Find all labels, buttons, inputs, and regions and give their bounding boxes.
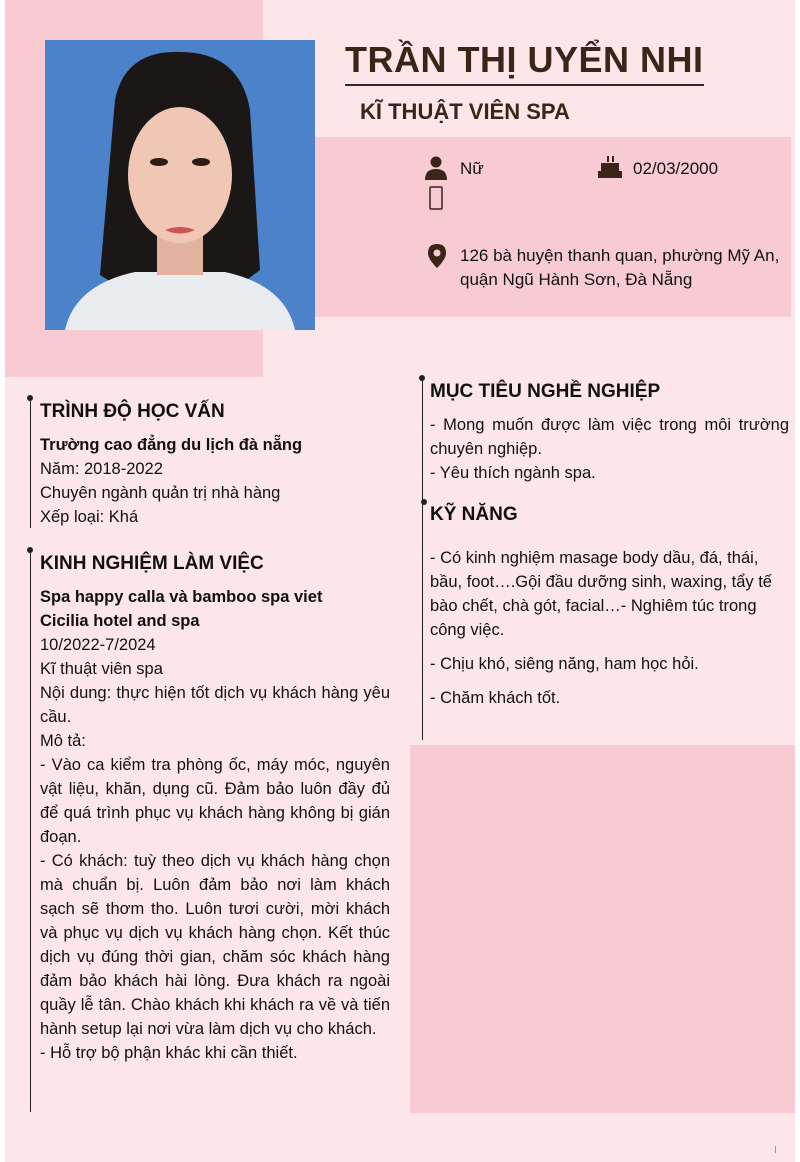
work-desc-2: - Có khách: tuỳ theo dịch vụ khách hàng chọn mà chuẩn bị. Luôn đảm bảo nơi làm khách sạch sẽ thơm tho. Luôn tươi cười, mời khách và phục vụ dịch vụ khách hàng chọn. Kết thúc dịch vụ đúng thời gian, chăm sóc khách hàng đảm bảo khách hài lòng. Đưa khách ra ngoài quầy lễ tân. Chào khách khi khách ra về và tiến hành setup lại nơi vừa làm dịch vụ cho khách. — [40, 852, 390, 1038]
company-1: Spa happy calla và bamboo spa viet — [40, 588, 323, 606]
skill-item-1: - Có kinh nghiệm masage body dầu, đá, thái, bầu, foot….Gội đầu dưỡng sinh, waxing, tẩy tế bào chết, chà gót, facial…- Nghiêm túc trong công việc. — [430, 549, 772, 639]
objective-line-2: - Yêu thích ngành spa. — [430, 464, 596, 482]
skills-dot — [421, 499, 427, 505]
education-content — [40, 433, 390, 529]
experience-content — [40, 585, 390, 1065]
birthday-value: 02/03/2000 — [633, 159, 719, 178]
user-icon — [425, 156, 447, 185]
work-desc-label: Mô tả: — [40, 732, 86, 750]
address — [460, 244, 780, 292]
skills-content — [430, 546, 780, 710]
work-position: Kĩ thuật viên spa — [40, 660, 163, 678]
work-content: Nội dung: thực hiện tốt dịch vụ khách hàng yêu cầu. — [40, 684, 390, 726]
right-timeline — [422, 378, 423, 740]
gender-value: Nữ — [460, 159, 484, 178]
experience-title: KINH NGHIỆM LÀM VIỆC — [40, 553, 264, 574]
education-year: Năm: 2018-2022 — [40, 460, 163, 478]
page-mark — [775, 1146, 776, 1153]
objective-title: MỤC TIÊU NGHỀ NGHIỆP — [430, 381, 661, 402]
skills-title: KỸ NĂNG — [430, 504, 518, 525]
candidate-name: TRẦN THỊ UYỂN NHI — [345, 38, 704, 86]
education-title: TRÌNH ĐỘ HỌC VẤN — [40, 401, 225, 422]
skill-item-2: - Chịu khó, siêng năng, ham học hỏi. — [430, 655, 699, 673]
address-line-1: 126 bà huyện thanh quan, phường Mỹ An, — [460, 246, 780, 265]
school-name: Trường cao đẳng du lịch đà nẵng — [40, 436, 303, 454]
skill-item-3: - Chăm khách tốt. — [430, 689, 561, 707]
work-desc-3: - Hỗ trợ bộ phận khác khi cần thiết. — [40, 1044, 298, 1062]
work-desc-1: - Vào ca kiểm tra phòng ốc, máy móc, nguyên vật liệu, khăn, dụng cũ. Đảm bảo luôn đầy đủ để quá trình phục vụ khách hàng không bị gián đoạn. — [40, 756, 390, 846]
education-major: Chuyên ngành quản trị nhà hàng — [40, 484, 281, 502]
objective-line-1: - Mong muốn được làm việc trong môi trường chuyên nghiệp. — [430, 416, 789, 458]
profile-photo — [45, 40, 315, 330]
address-line-2: quận Ngũ Hành Sơn, Đà Nẵng — [460, 270, 693, 289]
objective-content — [430, 413, 789, 485]
phone-icon — [429, 186, 443, 215]
education-grade: Xếp loại: Khá — [40, 508, 139, 526]
company-2: Cicilia hotel and spa — [40, 612, 200, 630]
job-title: KĨ THUẬT VIÊN SPA — [360, 99, 570, 124]
decor-block-bottom-right — [410, 745, 795, 1113]
work-period: 10/2022-7/2024 — [40, 636, 156, 654]
education-timeline — [30, 398, 31, 528]
location-pin-icon — [428, 244, 446, 273]
experience-timeline — [30, 550, 31, 1112]
birthday-cake-icon — [598, 156, 622, 183]
